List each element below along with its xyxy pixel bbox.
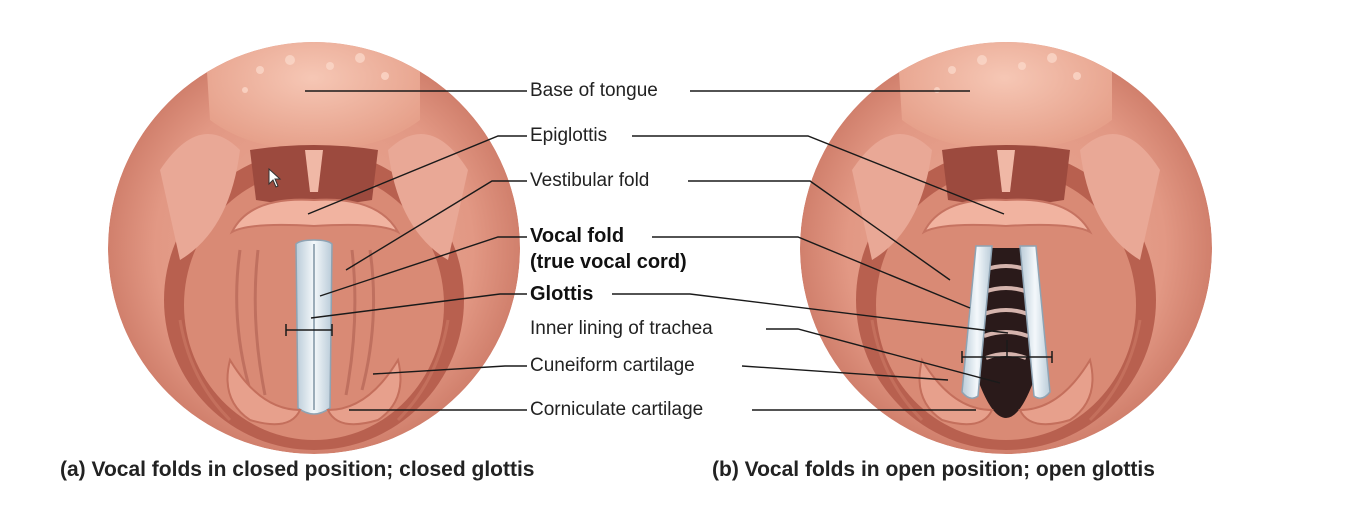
caption-open-glottis: (b) Vocal folds in open position; open glottis xyxy=(712,458,1155,481)
label-inner-lining-of-trachea: Inner lining of trachea xyxy=(527,318,716,340)
label-true-vocal-cord: (true vocal cord) xyxy=(530,251,687,273)
label-vocal-fold: Vocal fold xyxy=(527,225,627,247)
larynx-closed-illustration xyxy=(108,30,520,454)
label-epiglottis: Epiglottis xyxy=(527,125,610,147)
mouse-cursor-icon xyxy=(268,168,282,188)
larynx-open-illustration xyxy=(800,30,1212,454)
label-vestibular-fold: Vestibular fold xyxy=(527,170,652,192)
label-corniculate-cartilage: Corniculate cartilage xyxy=(527,399,706,421)
label-glottis: Glottis xyxy=(527,283,596,305)
label-base-of-tongue: Base of tongue xyxy=(527,80,661,102)
label-cuneiform-cartilage: Cuneiform cartilage xyxy=(527,355,698,377)
caption-closed-glottis: (a) Vocal folds in closed position; closed glottis xyxy=(60,458,535,481)
